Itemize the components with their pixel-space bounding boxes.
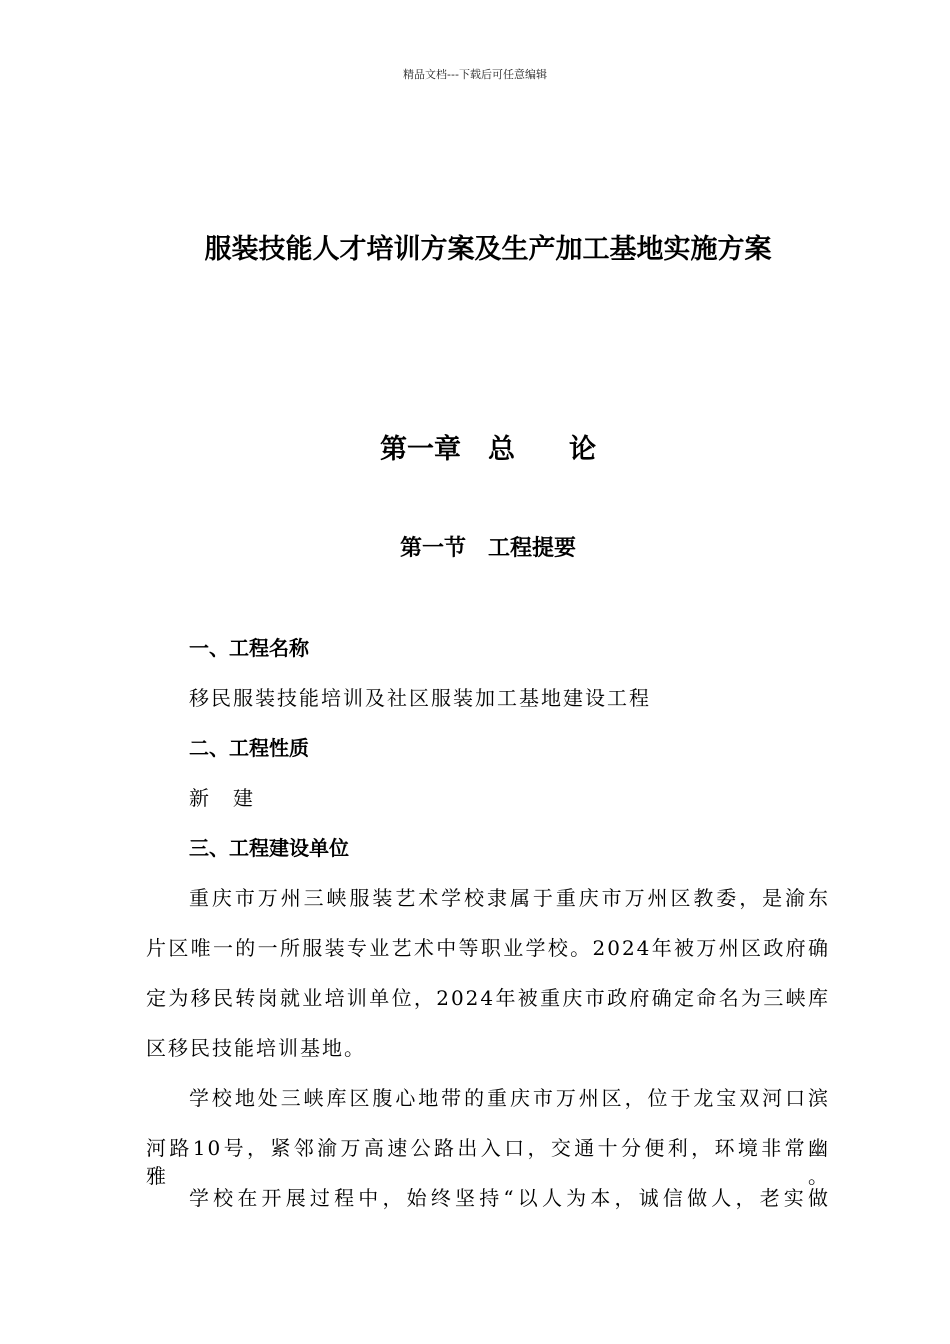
- paragraph-project-name: 移民服装技能培训及社区服装加工基地建设工程: [189, 686, 651, 710]
- document-title: 服装技能人才培训方案及生产加工基地实施方案: [204, 234, 772, 265]
- heading-construction-unit: 三、工程建设单位: [189, 836, 349, 860]
- heading-project-name: 一、工程名称: [189, 636, 309, 660]
- paragraph-line: 学校地处三峡库区腹心地带的重庆市万州区，位于龙宝双河口滨: [189, 1086, 830, 1110]
- section-title: 第一节 工程提要: [399, 536, 576, 561]
- chapter-title: 第一章 总 论: [380, 434, 596, 465]
- paragraph-line: 区移民技能培训基地。: [146, 1036, 366, 1060]
- paragraph-project-nature: 新 建: [189, 786, 255, 810]
- paragraph-line: 学校在开展过程中，始终坚持“以人为本，诚信做人，老实做: [189, 1186, 830, 1210]
- paragraph-line: 河路10号，紧邻渝万高速公路出入口，交通十分便利，环境非常幽雅。: [146, 1136, 830, 1188]
- paragraph-line: 片区唯一的一所服装专业艺术中等职业学校。2024年被万州区政府确: [146, 936, 830, 960]
- heading-project-nature: 二、工程性质: [189, 736, 309, 760]
- paragraph-line: 重庆市万州三峡服装艺术学校隶属于重庆市万州区教委，是渝东: [189, 886, 830, 910]
- page-header-note: 精品文档---下载后可任意编辑: [403, 68, 547, 81]
- paragraph-line: 定为移民转岗就业培训单位，2024年被重庆市政府确定命名为三峡库: [146, 986, 830, 1010]
